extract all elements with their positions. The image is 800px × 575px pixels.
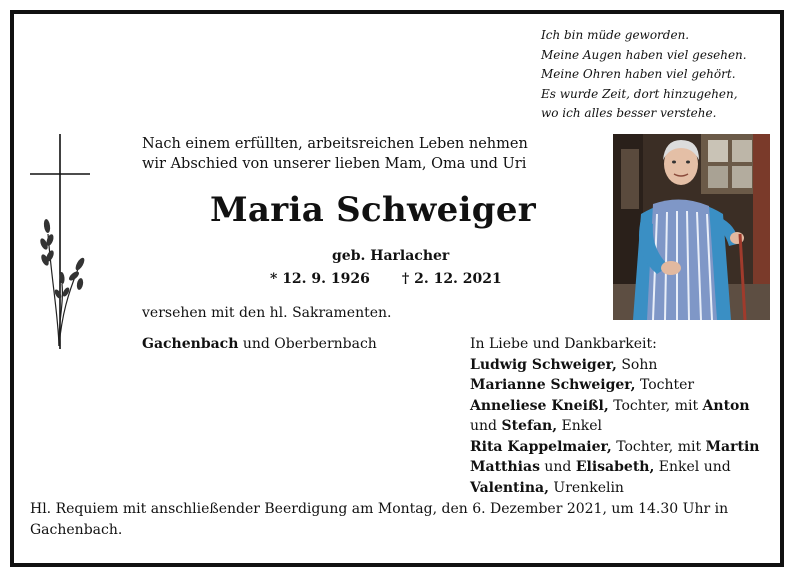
mourner-relation: Enkel und bbox=[654, 459, 731, 475]
mourner-relation: Enkel bbox=[557, 418, 603, 434]
mourner-name: Martin bbox=[705, 438, 760, 455]
mourners-list bbox=[470, 334, 759, 498]
life-dates bbox=[270, 271, 502, 287]
place-line bbox=[142, 336, 377, 352]
deceased-name: Maria Schweiger bbox=[210, 190, 536, 230]
mourner-line bbox=[470, 396, 759, 417]
mourner-relation: Urenkelin bbox=[548, 479, 624, 496]
mourner-line bbox=[470, 416, 759, 437]
mourner-relation: und bbox=[539, 459, 576, 475]
mourners-heading: In Liebe und Dankbarkeit: bbox=[470, 336, 657, 352]
mourner-relation: und bbox=[470, 418, 502, 434]
mourner-relation: Tochter bbox=[635, 377, 695, 393]
mourner-line bbox=[470, 478, 759, 499]
mourner-line bbox=[470, 457, 759, 478]
birth-date: * 12. 9. 1926 bbox=[270, 271, 370, 287]
poem-line: Meine Augen haben viel gesehen. bbox=[541, 47, 747, 62]
mourner-name: Anton bbox=[702, 397, 750, 414]
mourner-name: Valentina, bbox=[470, 479, 549, 496]
mourner-name: Marianne Schweiger, bbox=[470, 377, 636, 393]
mourner-relation: Tochter, mit bbox=[611, 438, 706, 455]
mourner-name: Anneliese Kneißl, bbox=[470, 397, 609, 414]
mourner-relation: Tochter, mit bbox=[608, 397, 703, 414]
poem-line: Meine Ohren haben viel gehört. bbox=[541, 67, 736, 81]
sacraments-note: versehen mit den hl. Sakramenten. bbox=[142, 305, 392, 321]
birth-name: geb. Harlacher bbox=[332, 248, 450, 264]
mourner-line bbox=[470, 375, 759, 396]
mourner-line bbox=[470, 437, 759, 458]
mourner-name: Elisabeth, bbox=[575, 459, 655, 475]
death-date: † 2. 12. 2021 bbox=[401, 271, 502, 287]
intro-line: wir Abschied von unserer lieben Mam, Oma und Uri bbox=[142, 156, 527, 172]
mourner-name: Rita Kappelmaier, bbox=[470, 438, 612, 455]
mourner-line bbox=[470, 355, 759, 376]
mourner-name: Matthias bbox=[470, 459, 540, 475]
poem-line: Es wurde Zeit, dort hinzugehen, bbox=[541, 86, 738, 101]
intro-text bbox=[142, 134, 528, 174]
intro-line: Nach einem erfüllten, arbeitsreichen Leben nehmen bbox=[142, 136, 528, 152]
portrait-image bbox=[613, 134, 770, 320]
funeral-service-info: Hl. Requiem mit anschließender Beerdigung am Montag, den 6. Dezember 2021, um 14.30 Uhr in Gachenbach. bbox=[30, 501, 729, 538]
mourner-name: Ludwig Schweiger, bbox=[470, 356, 617, 373]
poem-line: wo ich alles besser verstehe. bbox=[541, 106, 717, 120]
mourner-name: Stefan, bbox=[501, 418, 558, 434]
portrait-photo bbox=[613, 134, 770, 320]
mourner-relation: Sohn bbox=[616, 356, 658, 373]
place-rest: und Oberbernbach bbox=[238, 336, 377, 352]
poem-line: Ich bin müde geworden. bbox=[541, 28, 690, 42]
cross-with-wheat-icon bbox=[28, 134, 94, 354]
place-bold: Gachenbach bbox=[142, 336, 239, 352]
poem bbox=[541, 26, 747, 124]
